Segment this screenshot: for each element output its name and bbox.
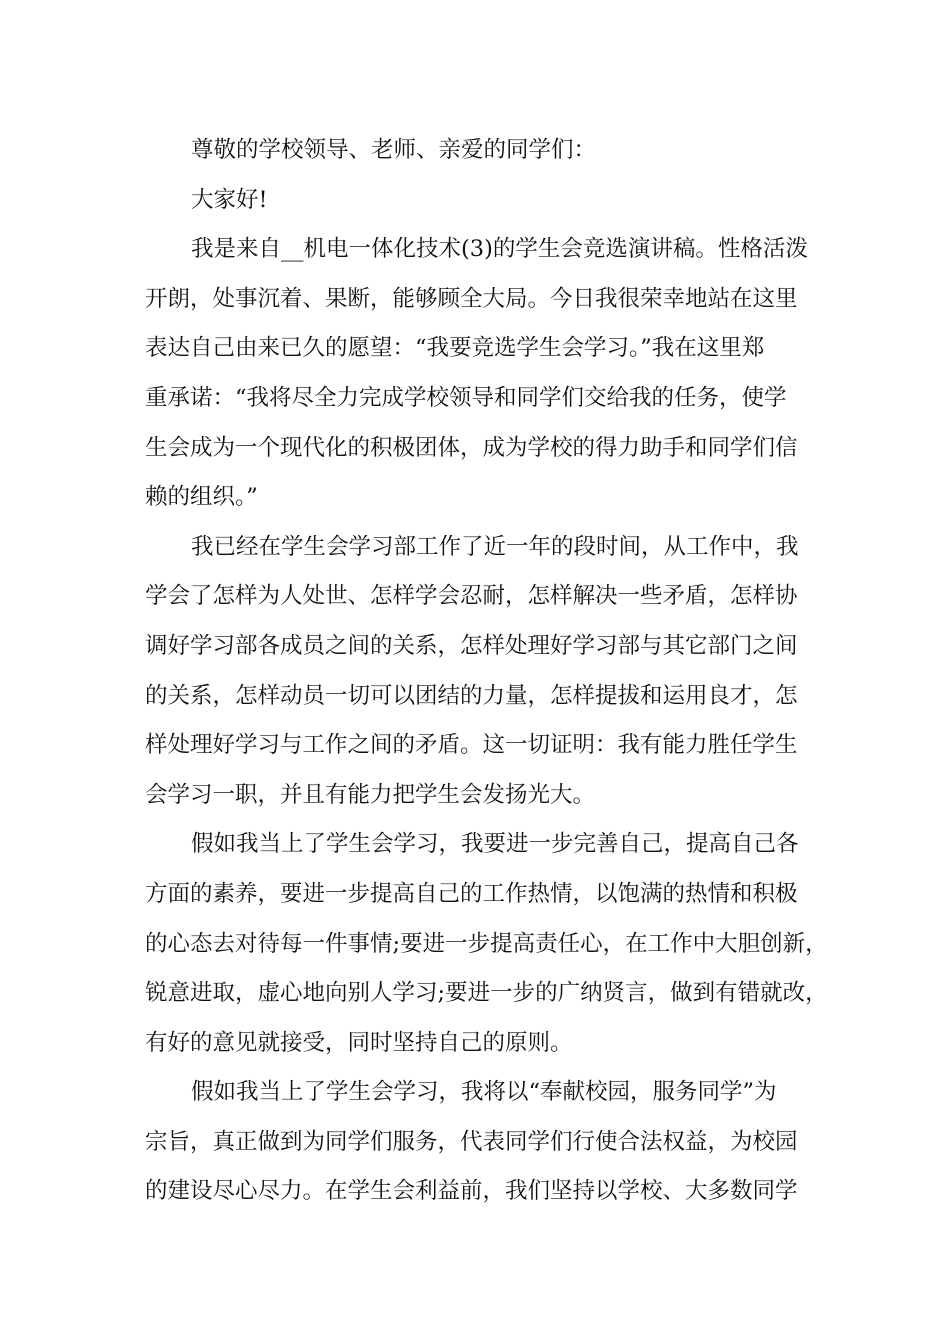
paragraph-4-line-3: 的建设尽心尽力。在学生会利益前，我们坚持以学校、大多数同学 — [145, 1178, 798, 1205]
paragraph-3-line-2: 方面的素养，要进一步提高自己的工作热情，以饱满的热情和积极 — [145, 880, 798, 907]
paragraph-4-line-2: 宗旨，真正做到为同学们服务，代表同学们行使合法权益，为校园 — [145, 1128, 798, 1155]
paragraph-2-line-3: 调好学习部各成员之间的关系，怎样处理好学习部与其它部门之间 — [145, 632, 798, 659]
paragraph-2-line-4: 的关系，怎样动员一切可以团结的力量，怎样提拔和运用良才，怎 — [145, 682, 798, 709]
paragraph-1-line-3: 表达自己由来已久的愿望：“我要竞选学生会学习。”我在这里郑 — [145, 335, 765, 362]
paragraph-2-line-2: 学会了怎样为人处世、怎样学会忍耐，怎样解决一些矛盾，怎样协 — [145, 583, 798, 610]
paragraph-1-line-4: 重承诺：“我将尽全力完成学校领导和同学们交给我的任务，使学 — [145, 384, 787, 411]
paragraph-2-line-6: 会学习一职，并且有能力把学生会发扬光大。 — [145, 781, 596, 808]
paragraph-1-line-2: 开朗，处事沉着、果断，能够顾全大局。今日我很荣幸地站在这里 — [145, 285, 798, 312]
salutation-line: 大家好! — [191, 186, 268, 213]
greeting-line: 尊敬的学校领导、老师、亲爱的同学们： — [191, 137, 597, 163]
speech-body — [145, 126, 828, 1217]
paragraph-1-line-5: 生会成为一个现代化的积极团体，成为学校的得力助手和同学们信 — [145, 434, 798, 461]
paragraph-1-line-1: 我是来自__机电一体化技术(3)的学生会竞选演讲稿。性格活泼 — [191, 236, 808, 263]
paragraph-3-line-3: 的心态去对待每一件事情;要进一步提高责任心，在工作中大胆创新， — [145, 930, 828, 957]
paragraph-3-line-5: 有好的意见就接受，同时坚持自己的原则。 — [145, 1029, 573, 1056]
paragraph-3-line-4: 锐意进取，虚心地向别人学习;要进一步的广纳贤言，做到有错就改， — [145, 980, 828, 1007]
paragraph-4-line-1: 假如我当上了学生会学习，我将以“奉献校园，服务同学”为 — [191, 1079, 777, 1106]
paragraph-1-line-6: 赖的组织。” — [145, 484, 258, 511]
paragraph-2-line-5: 样处理好学习与工作之间的矛盾。这一切证明：我有能力胜任学生 — [145, 732, 798, 759]
paragraph-2-line-1: 我已经在学生会学习部工作了近一年的段时间，从工作中，我 — [191, 533, 799, 560]
paragraph-3-line-1: 假如我当上了学生会学习，我要进一步完善自己，提高自己各 — [191, 831, 799, 858]
